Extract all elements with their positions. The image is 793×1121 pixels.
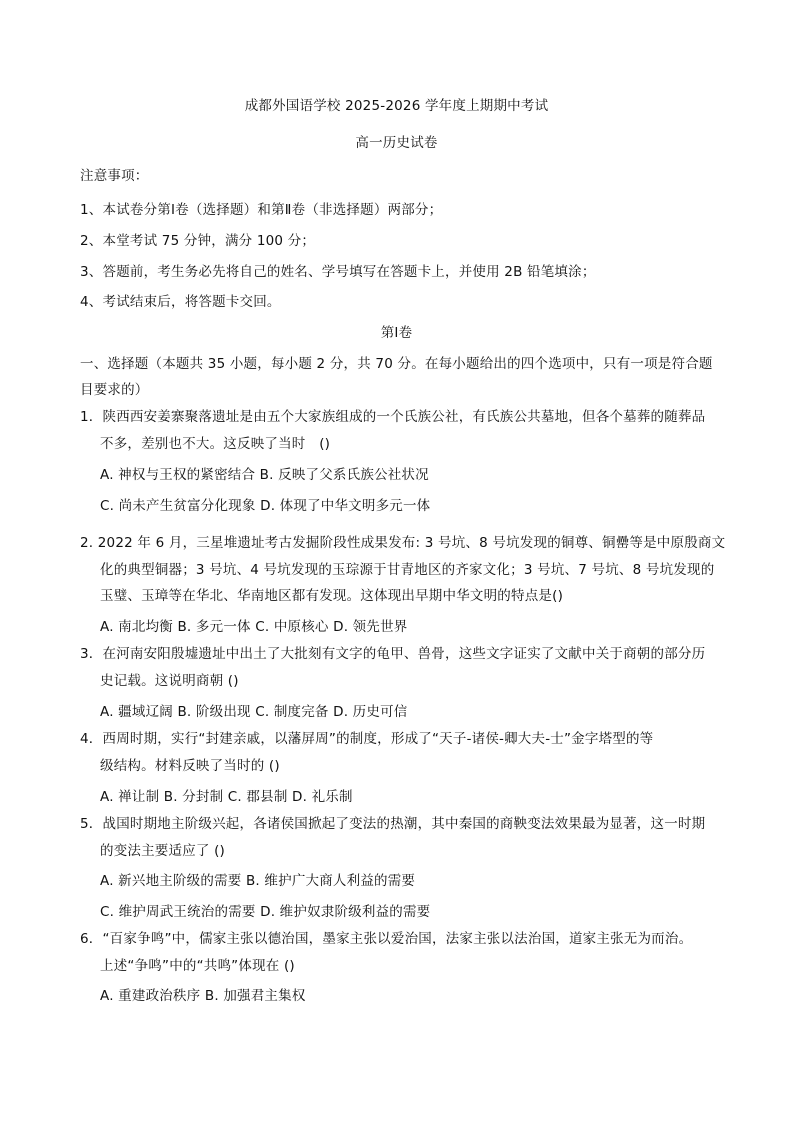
question-1-options: C. 尚未产生贫富分化现象 D. 体现了中华文明多元一体 — [100, 498, 431, 514]
question-4-stem: 级结构。材料反映了当时的 () — [100, 758, 280, 774]
question-4-options: A. 禅让制 B. 分封制 C. 郡县制 D. 礼乐制 — [100, 789, 353, 805]
question-4-stem: 4．西周时期，实行“封建亲戚，以藩屏周”的制度，形成了“天子-诸侯-卿大夫-士”金字塔型的等 — [80, 731, 654, 747]
question-5-stem: 5．战国时期地主阶级兴起，各诸侯国掀起了变法的热潮，其中秦国的商鞅变法效果最为显著，这一时期 — [80, 816, 706, 832]
question-3-options: A. 疆域辽阔 B. 阶级出现 C. 制度完备 D. 历史可信 — [100, 704, 408, 720]
question-3-stem: 史记载。这说明商朝 () — [100, 673, 239, 689]
volume-title: 第Ⅰ卷 — [380, 325, 413, 341]
question-5-options: C. 维护周武王统治的需要 D. 维护奴隶阶级利益的需要 — [100, 904, 431, 920]
notice-heading: 注意事项： — [80, 168, 149, 184]
question-2-stem: 2. 2022 年 6 月，三星堆遗址考古发掘阶段性成果发布: 3 号坑、8 号坑发现的铜尊、铜罍等是中原殷商文 — [80, 535, 726, 551]
question-2-options: A. 南北均衡 B. 多元一体 C. 中原核心 D. 领先世界 — [100, 619, 408, 635]
question-3-stem: 3．在河南安阳殷墟遗址中出土了大批刻有文字的龟甲、兽骨，这些文字证实了文献中关于商朝的部分历 — [80, 646, 706, 662]
question-2-stem: 化的典型铜器；3 号坑、4 号坑发现的玉琮源于甘青地区的齐家文化；3 号坑、7 号坑、8 号坑发现的 — [100, 562, 715, 578]
exam-subtitle: 高一历史试卷 — [355, 135, 438, 151]
question-1-options: A. 神权与王权的紧密结合 B. 反映了父系氏族公社状况 — [100, 467, 429, 483]
question-1-stem: 不多，差别也不大。这反映了当时 () — [100, 436, 331, 452]
question-6-stem: 6．“百家争鸣”中，儒家主张以德治国，墨家主张以爱治国，法家主张以法治国，道家主张无为而治。 — [80, 931, 693, 947]
notice-item: 3、答题前，考生务必先将自己的姓名、学号填写在答题卡上，并使用 2B 铅笔填涂； — [80, 264, 596, 280]
question-1-stem: 1．陕西西安姜寨聚落遗址是由五个大家族组成的一个氏族公社，有氏族公共墓地，但各个墓葬的随葬品 — [80, 409, 706, 425]
question-5-options: A. 新兴地主阶级的需要 B. 维护广大商人利益的需要 — [100, 873, 416, 889]
question-6-stem: 上述“争鸣”中的“共鸣”体现在 () — [100, 958, 295, 974]
question-2-stem: 玉璧、玉璋等在华北、华南地区都有发现。这体现出早期中华文明的特点是() — [100, 588, 564, 604]
exam-title: 成都外国语学校 2025-2026 学年度上期期中考试 — [244, 98, 549, 114]
question-5-stem: 的变法主要适应了 () — [100, 843, 226, 859]
section-instructions: 目要求的） — [80, 382, 149, 398]
question-6-options: A. 重建政治秩序 B. 加强君主集权 — [100, 988, 306, 1004]
section-instructions: 一、选择题（本题共 35 小题，每小题 2 分，共 70 分。在每小题给出的四个选项中，只有一项是符合题 — [80, 356, 713, 372]
notice-item: 2、本堂考试 75 分钟，满分 100 分； — [80, 233, 316, 249]
notice-item: 1、本试卷分第Ⅰ卷（选择题）和第Ⅱ卷（非选择题）两部分； — [80, 202, 443, 218]
notice-item: 4、考试结束后，将答题卡交回。 — [80, 294, 281, 310]
